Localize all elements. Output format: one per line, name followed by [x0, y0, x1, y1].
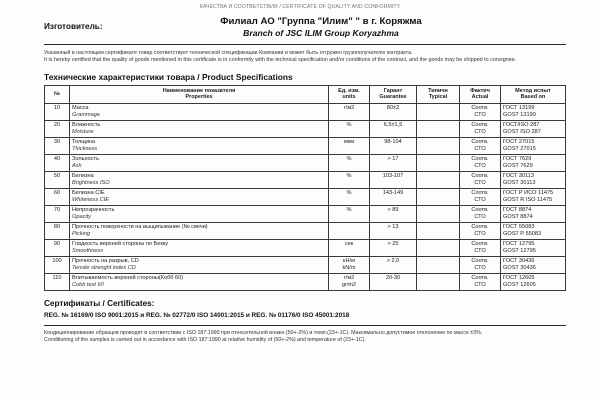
- cell-actual-ru: Соотв.: [471, 122, 489, 128]
- cell-name-en: Thickness: [72, 146, 98, 152]
- cell-method-en: GOST 12795: [503, 248, 536, 254]
- cell-guarantee: 98-104: [370, 138, 417, 155]
- cell-actual: [460, 274, 501, 291]
- cell-units-ru: кН/м: [343, 258, 355, 264]
- cell-actual-std: СТО: [474, 282, 486, 288]
- column-header-actual-ru: Фактич: [470, 87, 490, 94]
- cell-actual-ru: Соотв.: [471, 173, 489, 179]
- cell-method: [501, 138, 566, 155]
- cell-method-ru: ГОСТ Р ИСО 11475: [503, 190, 554, 196]
- column-header-name: [70, 85, 329, 103]
- cell-guarantee: 80±2: [370, 104, 417, 121]
- table-row: [45, 206, 566, 223]
- column-header-units: [329, 85, 370, 103]
- cell-actual: [460, 172, 501, 189]
- column-header-typical: [417, 85, 460, 103]
- cell-name-en: Picking: [72, 231, 91, 237]
- cell-name-ru: Гладкость верхней стороны по Бекку: [72, 241, 169, 247]
- cell-actual-ru: Соотв.: [471, 241, 489, 247]
- document-top-note: КАЧЕСТВА И СООТВЕТСТВИЯ / CERTIFICATE OF QUALITY AND CONFORMITY: [199, 4, 401, 10]
- cell-name: [70, 172, 329, 189]
- cell-actual: [460, 121, 501, 138]
- table-row: [45, 138, 566, 155]
- column-header-units-ru: Ед. изм.: [338, 87, 360, 94]
- table-row: [45, 104, 566, 121]
- table-row: [45, 257, 566, 274]
- cell-method-en: GOST 7629: [503, 163, 533, 169]
- cell-name-ru: Непрозрачность: [72, 207, 115, 213]
- cell-typical: [417, 240, 460, 257]
- cell-units: %: [329, 206, 370, 223]
- cell-actual-std: СТО: [474, 248, 486, 254]
- certification-statement: [44, 50, 566, 65]
- cell-name-ru: Зольность: [72, 156, 100, 162]
- cell-no: 50: [45, 172, 70, 189]
- cell-actual-ru: Соотв.: [471, 139, 489, 145]
- cell-guarantee: 20-30: [370, 274, 417, 291]
- cell-method-en: GOST R ISO 11475: [503, 197, 553, 203]
- cell-typical: [417, 206, 460, 223]
- cell-name-ru: Прочность на разрыв, CD: [72, 258, 139, 264]
- cell-method-ru: ГОСТ 12795: [503, 241, 535, 247]
- table-row: [45, 240, 566, 257]
- divider-top: [44, 44, 566, 45]
- cell-no: 100: [45, 257, 70, 274]
- cell-name-en: Opacity: [72, 214, 91, 220]
- cell-actual: [460, 257, 501, 274]
- cell-actual: [460, 189, 501, 206]
- certificates-line: REG. № 16169/0 ISO 9001:2015 и REG. № 02772/0 ISO 14001:2015 и REG. № 01176/0 ISO 45001:2018: [44, 312, 350, 319]
- cell-units: %: [329, 189, 370, 206]
- cell-guarantee: > 2,0: [370, 257, 417, 274]
- cell-method: [501, 172, 566, 189]
- cell-method-ru: ГОСТ 8874: [503, 207, 532, 213]
- cell-method-en: GOST 12605: [503, 282, 536, 288]
- cell-typical: [417, 172, 460, 189]
- cell-units: [329, 274, 370, 291]
- cell-actual-std: СТО: [474, 180, 486, 186]
- cell-name-ru: Белизна CIE: [72, 190, 105, 196]
- cell-name-en: Cobb test 60: [72, 282, 104, 288]
- cell-actual: [460, 240, 501, 257]
- cell-units-ru: г/м2: [343, 275, 355, 281]
- cell-name-en: Tensile strenght index CD: [72, 265, 136, 271]
- cell-name: [70, 189, 329, 206]
- cell-method-ru: ГОСТ 27015: [503, 139, 535, 145]
- column-header-actual-en: Actual: [471, 94, 489, 101]
- cell-actual-ru: Соотв.: [471, 275, 489, 281]
- table-row: [45, 121, 566, 138]
- cell-guarantee: 143-149: [370, 189, 417, 206]
- table-row: [45, 223, 566, 240]
- cell-no: 20: [45, 121, 70, 138]
- cell-method-en: GOST 8874: [503, 214, 533, 220]
- cell-name: [70, 121, 329, 138]
- cell-units: [329, 257, 370, 274]
- cell-typical: [417, 155, 460, 172]
- cell-guarantee: > 25: [370, 240, 417, 257]
- column-header-name-en: Properties: [185, 94, 213, 101]
- cell-method-ru: ГОСТ 7629: [503, 156, 532, 162]
- cell-name-ru: Прочность поверхности на выщипывание (№ свечи): [72, 224, 208, 230]
- cell-actual: [460, 138, 501, 155]
- cell-name-ru: Влажность: [72, 122, 101, 128]
- column-header-typical-en: Typical: [428, 94, 448, 101]
- product-specifications-table: [44, 85, 566, 291]
- cell-method-ru: ГОСТ/ISO 287: [503, 122, 540, 128]
- cell-name-ru: Масса: [72, 105, 89, 111]
- cell-guarantee: > 17: [370, 155, 417, 172]
- cell-name-ru: Белизна: [72, 173, 94, 179]
- cell-method: [501, 223, 566, 240]
- cell-units: %: [329, 155, 370, 172]
- cell-actual-ru: Соотв.: [471, 190, 489, 196]
- conditioning-note-en: Conditioning of the samples is carried out in accordance with ISO 187:1990 at relative humidity of (50+-2%) and temperature of (23+-1C).: [44, 337, 366, 344]
- cell-units: сек: [329, 240, 370, 257]
- table-row: [45, 189, 566, 206]
- cell-method: [501, 155, 566, 172]
- cell-units: %: [329, 172, 370, 189]
- cell-actual-ru: Соотв.: [471, 156, 489, 162]
- cell-guarantee: 6,5±1,5: [370, 121, 417, 138]
- cell-name-ru: Впитываемость верхней стороны(Кобб 60): [72, 275, 184, 281]
- column-header-guarantee-en: Guarantee: [379, 94, 407, 101]
- cell-actual: [460, 104, 501, 121]
- cell-actual: [460, 223, 501, 240]
- cell-actual-std: СТО: [474, 197, 486, 203]
- cell-actual-std: СТО: [474, 214, 486, 220]
- cell-actual-std: СТО: [474, 163, 486, 169]
- cell-typical: [417, 223, 460, 240]
- cell-typical: [417, 189, 460, 206]
- table-header-row: [45, 85, 566, 103]
- column-header-actual: [460, 85, 501, 103]
- cell-typical: [417, 104, 460, 121]
- cell-method: [501, 206, 566, 223]
- column-header-method: [501, 85, 566, 103]
- cell-method-ru: ГОСТ 30436: [503, 258, 535, 264]
- cell-typical: [417, 138, 460, 155]
- cell-name: [70, 240, 329, 257]
- cell-units: г/м2: [329, 104, 370, 121]
- cell-method: [501, 240, 566, 257]
- certification-statement-en: It is hereby certified that the quality of goods mentioned in this certificate is in conformity with the technical specification and/or conditions of the contract, and the goods may be shipped to consignee.: [44, 57, 517, 64]
- manufacturer-name-ru: Филиал АО "Группа "Илим" " в г. Коряжма: [220, 16, 422, 27]
- column-header-no: №: [45, 85, 70, 103]
- cell-name-en: Brightness ISO: [72, 180, 110, 186]
- cell-actual-ru: Соотв.: [471, 224, 489, 230]
- cell-name-en: Moisture: [72, 129, 94, 135]
- cell-units: %: [329, 121, 370, 138]
- cell-method-en: GOST Р 55083: [503, 231, 542, 237]
- cell-method: [501, 257, 566, 274]
- cell-method-en: GOST ISO 287: [503, 129, 541, 135]
- cell-units-en: gr/m2: [341, 282, 357, 288]
- cell-name: [70, 223, 329, 240]
- cell-units-en: kN/m: [342, 265, 356, 271]
- cell-typical: [417, 274, 460, 291]
- cell-name: [70, 257, 329, 274]
- spec-section-title: Технические характеристики товара / Product Specifications: [44, 71, 293, 82]
- cell-guarantee: > 89: [370, 206, 417, 223]
- divider-bottom: [44, 325, 566, 326]
- manufacturer-label: Изготовитель:: [44, 22, 103, 31]
- cell-no: 40: [45, 155, 70, 172]
- cell-actual-ru: Соотв.: [471, 207, 489, 213]
- cell-name-en: Whiteness CIE: [72, 197, 109, 203]
- certificates-title: Сертификаты / Certificates:: [44, 299, 155, 308]
- cell-no: 110: [45, 274, 70, 291]
- cell-units: мкм: [329, 138, 370, 155]
- cell-method: [501, 104, 566, 121]
- table-body: [45, 104, 566, 291]
- cell-name: [70, 138, 329, 155]
- column-header-method-ru: Метод испыт: [515, 87, 551, 94]
- cell-typical: [417, 257, 460, 274]
- cell-method: [501, 121, 566, 138]
- cell-method-en: GOST 13199: [503, 112, 536, 118]
- column-header-units-en: units: [342, 94, 356, 101]
- cell-no: 90: [45, 240, 70, 257]
- cell-actual: [460, 155, 501, 172]
- cell-name: [70, 206, 329, 223]
- cell-no: 30: [45, 138, 70, 155]
- column-header-method-en: Based on: [520, 94, 546, 101]
- cell-name-en: Grammage: [72, 112, 100, 118]
- cell-method-ru: ГОСТ 55083: [503, 224, 535, 230]
- cell-method-en: GOST 30436: [503, 265, 536, 271]
- cell-actual-ru: Соотв.: [471, 105, 489, 111]
- cell-method: [501, 189, 566, 206]
- cell-method: [501, 274, 566, 291]
- cell-no: 60: [45, 189, 70, 206]
- certification-statement-ru: Указанный в настоящем сертификате товар соответствует технической спецификации Компании и может быть отгружен грузополучателю контракта.: [44, 50, 413, 56]
- cell-name-en: Ash: [72, 163, 82, 169]
- cell-name: [70, 104, 329, 121]
- cell-name: [70, 155, 329, 172]
- cell-units: [329, 223, 370, 240]
- manufacturer-value: [116, 16, 566, 39]
- cell-actual-std: СТО: [474, 231, 486, 237]
- cell-guarantee: 103-107: [370, 172, 417, 189]
- cell-method-ru: ГОСТ 30113: [503, 173, 535, 179]
- cell-no: 70: [45, 206, 70, 223]
- cell-method-ru: ГОСТ 13199: [503, 105, 535, 111]
- column-header-name-ru: Наименование показателя: [162, 87, 236, 94]
- cell-actual: [460, 206, 501, 223]
- cell-actual-std: СТО: [474, 129, 486, 135]
- cell-guarantee: > 13: [370, 223, 417, 240]
- table-row: [45, 172, 566, 189]
- conditioning-note: [44, 330, 566, 345]
- cell-actual-std: СТО: [474, 265, 486, 271]
- column-header-typical-ru: Типичн: [428, 87, 448, 94]
- manufacturer-block: [44, 16, 566, 39]
- cell-actual-std: СТО: [474, 146, 486, 152]
- column-header-guarantee: [370, 85, 417, 103]
- table-header: [45, 85, 566, 103]
- cell-name: [70, 274, 329, 291]
- cell-method-ru: ГОСТ 12605: [503, 275, 535, 281]
- cell-typical: [417, 121, 460, 138]
- cell-method-en: GOST 27015: [503, 146, 536, 152]
- cell-actual-std: СТО: [474, 112, 486, 118]
- table-row: [45, 274, 566, 291]
- table-row: [45, 155, 566, 172]
- manufacturer-name-en: Branch of JSC ILIM Group Koryazhma: [243, 28, 399, 38]
- cell-method-en: GOST 30113: [503, 180, 536, 186]
- column-header-guarantee-ru: Гарант: [383, 87, 403, 94]
- cell-no: 80: [45, 223, 70, 240]
- cell-name-en: Smoothness: [72, 248, 104, 254]
- cell-name-ru: Толщина: [72, 139, 96, 145]
- cell-no: 10: [45, 104, 70, 121]
- conditioning-note-ru: Кондиционирование образцов проводят в соответствии с ISO 187:1990 при относительной влажн.(50+-2%) и темп.(23+-1С). Максимально допустимое отклонение по массе ±3%.: [44, 330, 483, 336]
- document-content: [44, 14, 566, 345]
- cell-actual-ru: Соотв.: [471, 258, 489, 264]
